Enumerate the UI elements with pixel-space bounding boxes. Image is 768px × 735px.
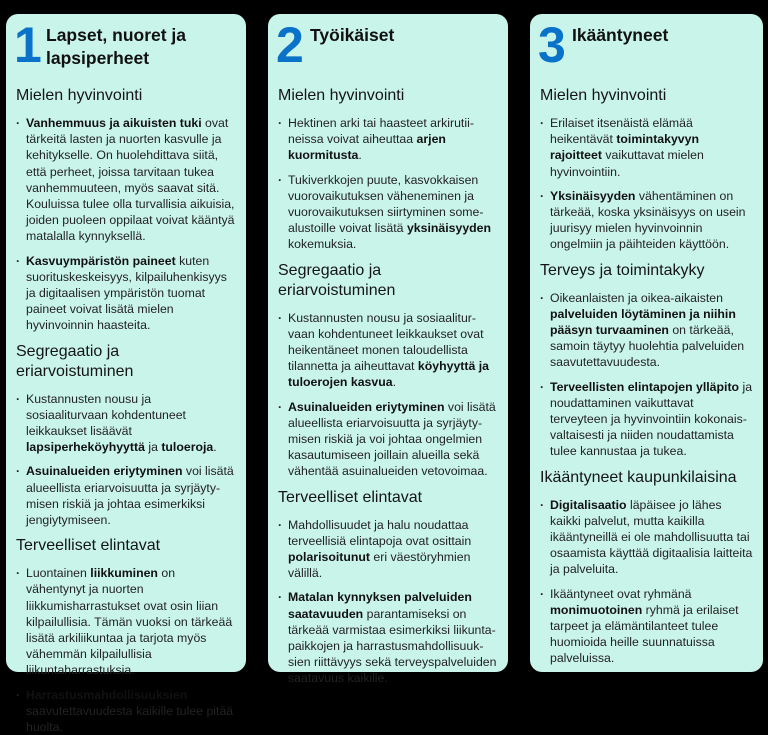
card-header <box>6 14 246 86</box>
bullet-text: Ikääntyneet ovat ryhmänä <box>550 586 692 601</box>
bullet-list <box>278 115 498 253</box>
bullet-bold: Yksinäisyyden <box>550 188 636 203</box>
bullet-bold: polarisoitunut <box>288 550 370 565</box>
bullet-text: Erilaiset itsenäistä elämää heikentävät <box>550 116 693 147</box>
bullet-text: Oikeanlaisten ja oikea-aikaisten <box>550 290 723 305</box>
bullet-bold: palveluiden löytäminen ja niihin pääsyn turvaaminen <box>550 306 736 338</box>
bullet-bold: Asuinalueiden eriytyminen <box>288 399 445 414</box>
bullet-bold: Harrastusmahdollisuuksien <box>26 687 188 702</box>
bullet-list <box>16 565 236 735</box>
bullet-item <box>16 687 236 735</box>
bullet-item <box>540 586 753 667</box>
bullet-text: vähentäminen on tärkeää, koska yksinäisyys on usein juurisyy mielen hyvinvoinnin ongelmiin ja päihteiden käyttöön. <box>550 188 746 252</box>
card-lapset-nuoret-lapsiperheet <box>6 14 246 735</box>
bullet-item <box>278 310 498 391</box>
bullet-text: kuten suorituskeskeisyys, kilpailuhenkisyys ja digitaalisen ympäristön tuomat paineet voivat lisätä mielen hyvinvoinnin haasteita. <box>26 253 227 333</box>
card-title: Ikääntyneet <box>572 25 669 45</box>
bullet-bold: monimuotoinen <box>550 602 643 617</box>
bullet-bold: arjen kuormitusta <box>288 132 446 163</box>
section-terveelliset-elintavat <box>16 536 236 735</box>
bullet-text: voi lisätä alueellista eriarvoisuutta ja syrjäytymisen riskiä ja voi johtaa ongelmien kasautumiseen joillain alueilla sekä vähentää asuinalueiden vetovoimaa. <box>288 399 496 479</box>
bullet-text: kokemuksia. <box>288 237 357 252</box>
section-title: Segregaatio ja eriarvoistuminen <box>16 342 134 380</box>
bullet-bold: Digitalisaatio <box>550 497 627 512</box>
bullet-text: saavutettavuudesta kaikille tulee pitää huolta. <box>26 703 234 735</box>
card-tyoikaiset <box>268 14 508 686</box>
bullet-item <box>278 517 498 582</box>
bullet-text: ovat tärkeitä lasten ja nuorten kasvulle ja kehitykselle. On huolehdittava siitä, että perheet, joissa tarvitaan tukea vanhemmuuteen, myös saavat sitä. Kouluissa tulee olla turvallisia aikuisia, joiden puoleen oppilaat voivat kääntyä matalalla kynnyksellä. <box>26 116 235 244</box>
section-title: Ikääntyneet kaupunkilaisina <box>540 468 737 486</box>
section-mielen-hyvinvointi <box>16 86 236 334</box>
card-content <box>6 86 246 735</box>
bullet-item <box>540 290 753 371</box>
card-header <box>530 14 763 86</box>
bullet-list <box>16 115 236 334</box>
section-title: Mielen hyvinvointi <box>540 87 667 104</box>
section-title: Terveys ja toimintakyky <box>540 261 705 279</box>
section-segregaatio <box>278 261 498 480</box>
bullet-text: ja noudattaminen vaikuttavat terveyteen ja hyvinvointiin kokonaisvaltaisesti ja niiden noudattamista tulee kannustaa ja tukea. <box>550 379 753 459</box>
bullet-text: on vähentynyt ja nuorten liikkumisharrastukset ovat osin liian kilpailullisia. Tämän vuoksi on tärkeää lisätä arkiliikuntaa ja tarjota myös vähemmän kilpailullisia liikuntaharrastuksia. <box>26 566 233 678</box>
card-number: 2 <box>276 17 303 73</box>
section-title: Mielen hyvinvointi <box>278 87 405 104</box>
card-title: Työikäiset <box>310 25 395 45</box>
bullet-text: Mahdollisuudet ja halu noudattaa terveellisiä elintapoja ovat osittain <box>288 517 472 548</box>
bullet-text: ja <box>144 440 162 455</box>
bullet-list <box>540 497 753 667</box>
section-mielen-hyvinvointi <box>540 86 753 253</box>
bullet-list <box>278 517 498 687</box>
section-title: Segregaatio ja eriarvoistuminen <box>278 261 396 299</box>
bullet-text: Tukiverkkojen puute, kasvokkaisen vuorovaikutuksen väheneminen ja vuorovaikutuksen siirtyminen some-alustoille voivat lisätä <box>288 172 484 236</box>
bullet-text: . <box>358 148 362 163</box>
section-terveys-toimintakyky <box>540 261 753 460</box>
card-number: 1 <box>14 17 41 73</box>
bullet-bold: toimintakyvyn rajoitteet <box>550 132 699 163</box>
section-ikaantyneet-kaupunkilaisina <box>540 468 753 667</box>
bullet-bold: Terveellisten elintapojen ylläpito <box>550 379 740 394</box>
card-number: 3 <box>538 17 565 73</box>
bullet-text: Hektinen arki tai haasteet arkirutiineissa voivat aiheuttaa <box>288 116 474 147</box>
bullet-item <box>278 115 498 164</box>
card-content <box>268 86 508 687</box>
bullet-bold: lapsiperheköyhyyttä <box>26 440 145 455</box>
bullet-text: . <box>213 440 217 455</box>
bullet-item <box>278 399 498 480</box>
bullet-item <box>540 379 753 460</box>
section-title: Terveelliset elintavat <box>278 488 423 506</box>
card-ikaantyneet <box>530 14 763 672</box>
bullet-bold: liikkuminen <box>90 566 158 581</box>
bullet-text: voi lisätä alueellista eriarvoisuutta ja syrjäytymisen riskiä ja johtaa esimerkiksi jengiytymiseen. <box>26 464 234 528</box>
bullet-text: on tärkeää, samoin täytyy huolehtia palveluiden saavutettavuudesta. <box>550 323 745 370</box>
bullet-text: Luontainen <box>26 566 91 581</box>
bullet-item <box>540 188 753 253</box>
bullet-text: Kustannusten nousu ja sosiaaliturvaan kohdentuneet leikkaukset ovat heikentäneet monen taloudellista tilannetta ja aiheuttavat <box>288 310 484 374</box>
bullet-list <box>278 310 498 480</box>
bullet-text: Kustannusten nousu ja sosiaaliturvaan kohdentuneet leikkaukset lisäävät <box>26 391 186 439</box>
bullet-bold: Asuinalueiden eriytyminen <box>26 464 183 479</box>
bullet-item <box>16 391 236 456</box>
bullet-bold: köyhyyttä ja tuloerojen kasvua <box>288 359 489 390</box>
bullet-item <box>16 115 236 245</box>
bullet-text: parantamiseksi on tärkeää varmistaa esimerkiksi liikuntapaikkojen ja harrastusmahdollisuuksien riittävyys sekä terveyspalveluiden saatavuus kaikille. <box>288 606 497 686</box>
bullet-item <box>278 172 498 253</box>
section-segregaatio <box>16 342 236 529</box>
bullet-text: vaikuttavat mielen hyvinvointiin. <box>550 148 704 179</box>
bullet-bold: tuloeroja <box>161 440 214 455</box>
bullet-text: . <box>392 375 396 390</box>
bullet-item <box>540 115 753 180</box>
card-header <box>268 14 508 86</box>
section-terveelliset-elintavat <box>278 488 498 687</box>
section-mielen-hyvinvointi <box>278 86 498 253</box>
section-title: Mielen hyvinvointi <box>16 87 143 104</box>
bullet-item <box>16 253 236 334</box>
bullet-bold: Matalan kynnyksen palveluiden saatavuuden <box>288 590 472 621</box>
bullet-text: läpäisee jo lähes kaikki palvelut, mutta kaikilla ikääntyneillä ei ole mahdollisuutta tai osaamista käyttää digitaalisia laitteita ja palveluita. <box>550 497 753 577</box>
bullet-list <box>540 115 753 253</box>
bullet-item <box>16 565 236 678</box>
bullet-item <box>16 463 236 528</box>
bullet-text: ryhmä ja erilaiset tarpeet ja elämäntilanteet tulee huomioida heille suunnatuissa palveluissa. <box>550 602 739 666</box>
card-content <box>530 86 763 667</box>
bullet-item <box>540 497 753 578</box>
bullet-list <box>540 290 753 460</box>
card-title: Lapset, nuoret ja lapsiperheet <box>46 25 187 68</box>
bullet-bold: Kasvuympäristön paineet <box>26 253 176 268</box>
bullet-bold: yksinäisyyden <box>406 221 492 236</box>
bullet-text: eri väestöryhmien välillä. <box>288 550 471 581</box>
section-title: Terveelliset elintavat <box>16 537 161 555</box>
bullet-bold: Vanhemmuus ja aikuisten tuki <box>26 116 202 130</box>
bullet-list <box>16 391 236 529</box>
bullet-item <box>278 589 498 686</box>
